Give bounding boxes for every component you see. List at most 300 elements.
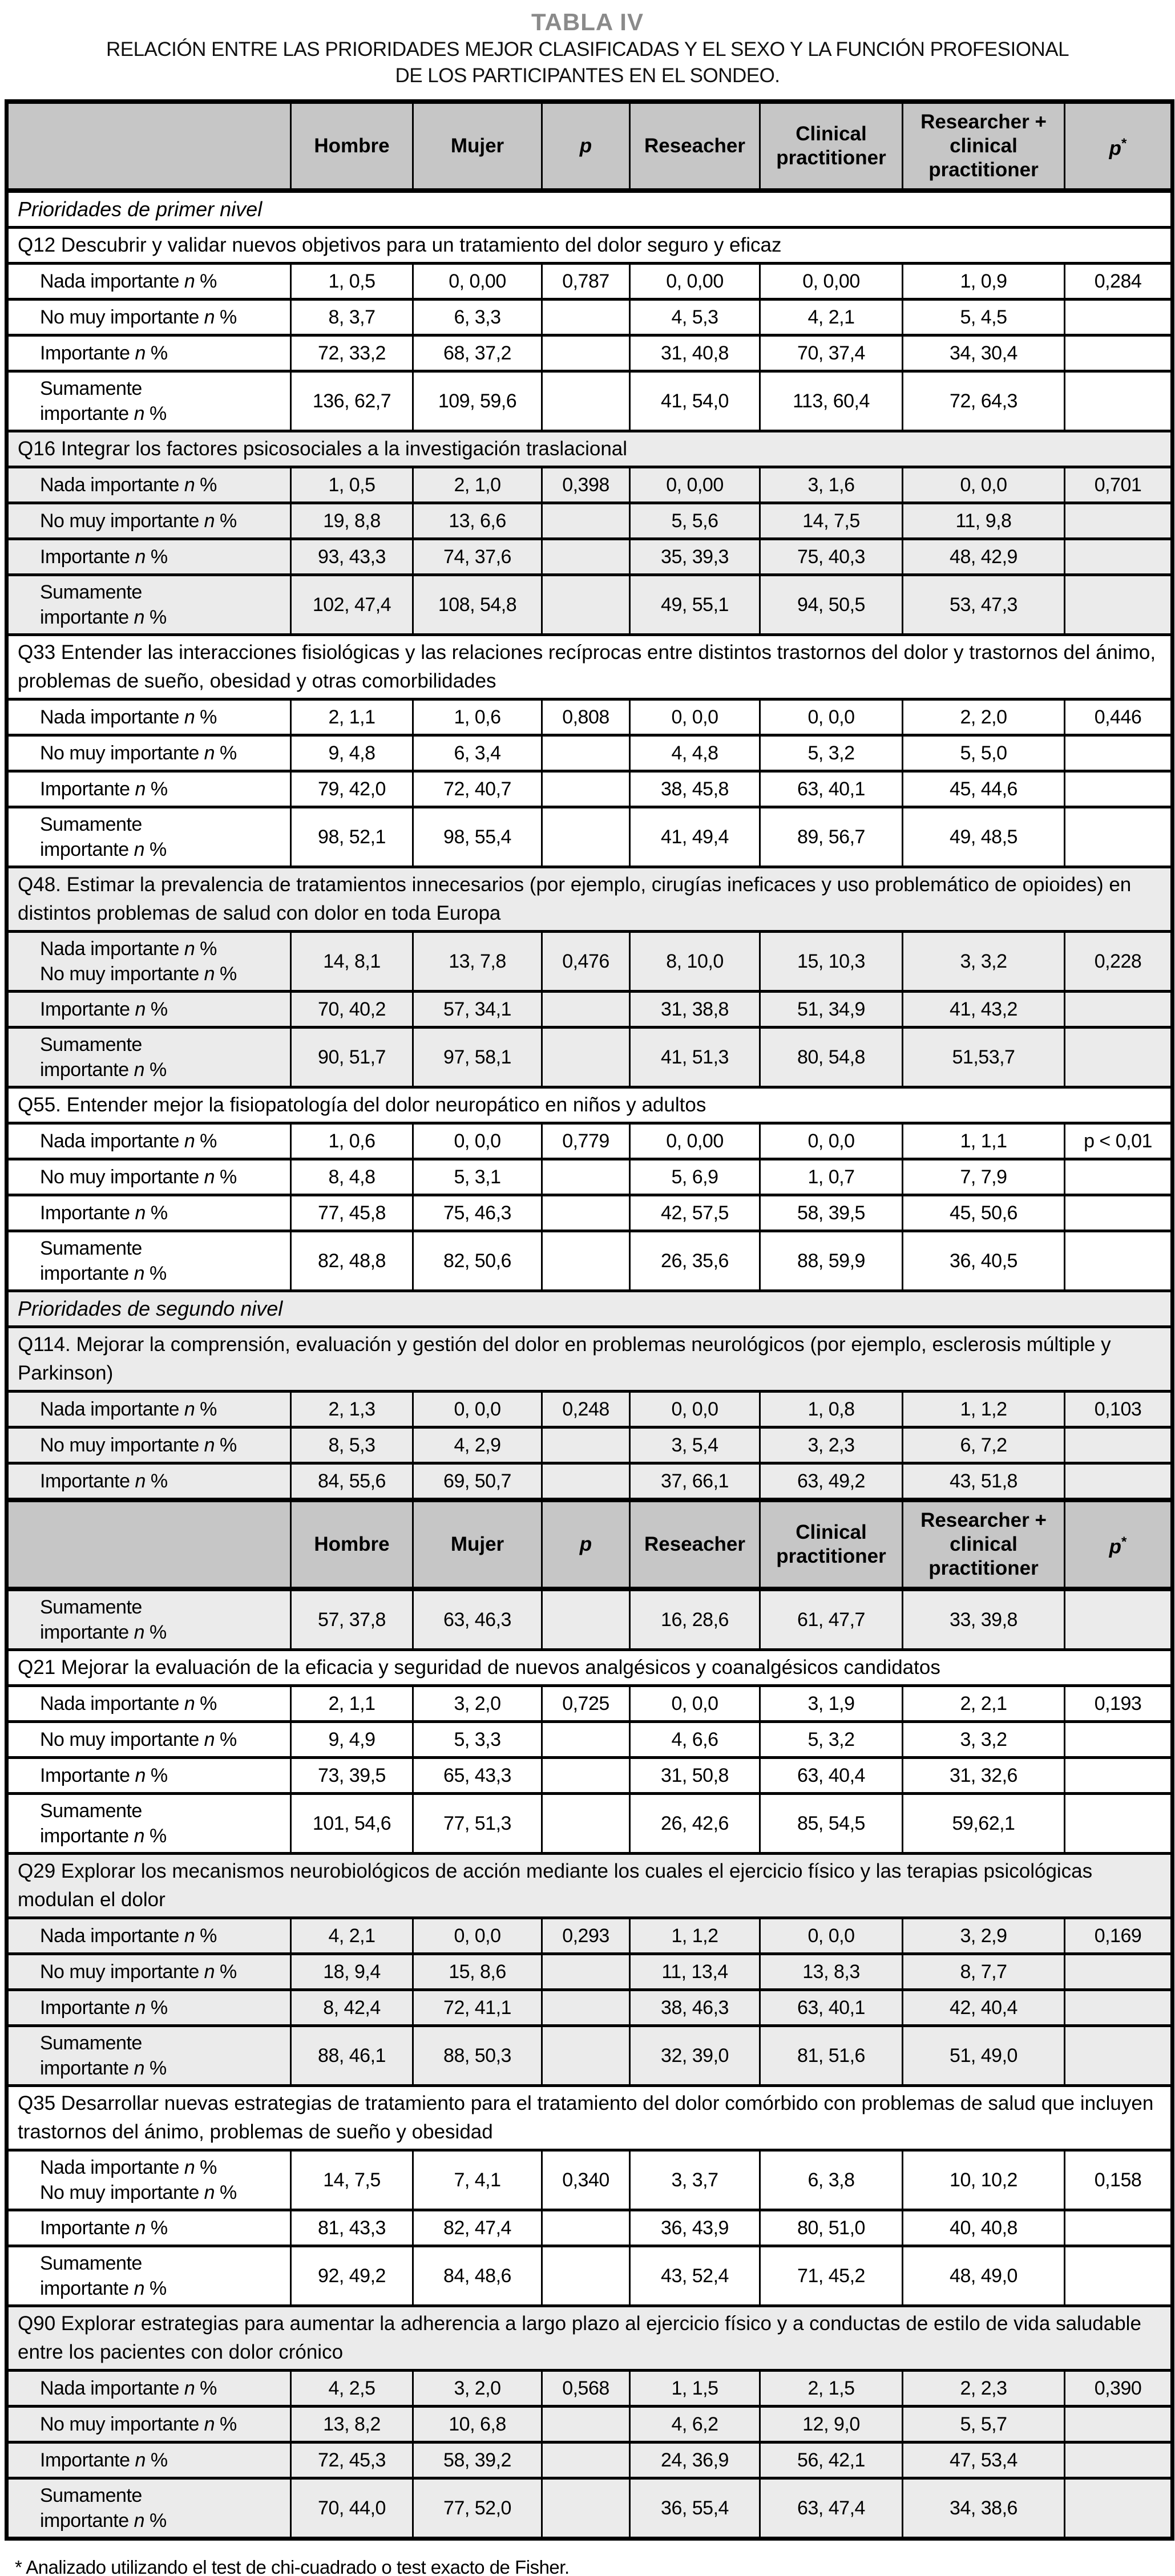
- cell-researcher-clinical-practitioner: 36, 40,5: [903, 1231, 1065, 1291]
- cell-clinical-practitioner: 51, 34,9: [760, 992, 903, 1028]
- row-label: No muy importante n %: [7, 1954, 291, 1990]
- cell-p-star: [1065, 1231, 1173, 1291]
- cell-hombre: 8, 3,7: [291, 300, 413, 335]
- cell-p-star: [1065, 807, 1173, 867]
- column-header-clinical-practitioner: Clinical practitioner: [760, 102, 903, 191]
- cell-hombre: 1, 0,6: [291, 1123, 413, 1159]
- cell-clinical-practitioner: 88, 59,9: [760, 1231, 903, 1291]
- cell-p-star: [1065, 1589, 1173, 1650]
- cell-p: 0,340: [542, 2150, 630, 2210]
- cell-mujer: 63, 46,3: [413, 1589, 542, 1650]
- cell-clinical-practitioner: 70, 37,4: [760, 335, 903, 371]
- cell-hombre: 98, 52,1: [291, 807, 413, 867]
- table-row: [7, 2150, 1173, 2210]
- cell-clinical-practitioner: 3, 1,9: [760, 1686, 903, 1722]
- row-label: Nada importante n %: [7, 699, 291, 735]
- cell-reseacher: 4, 5,3: [630, 300, 760, 335]
- cell-researcher-clinical-practitioner: 3, 3,2: [903, 1722, 1065, 1758]
- cell-reseacher: 3, 3,7: [630, 2150, 760, 2210]
- cell-p-star: 0,169: [1065, 1918, 1173, 1954]
- cell-reseacher: 24, 36,9: [630, 2442, 760, 2478]
- question-title-row: [7, 2086, 1173, 2150]
- table-row: [7, 1589, 1173, 1650]
- cell-researcher-clinical-practitioner: 49, 48,5: [903, 807, 1065, 867]
- table-row: [7, 1794, 1173, 1854]
- cell-reseacher: 31, 50,8: [630, 1758, 760, 1794]
- cell-mujer: 10, 6,8: [413, 2407, 542, 2442]
- cell-hombre: 81, 43,3: [291, 2210, 413, 2246]
- cell-p-star: [1065, 1794, 1173, 1854]
- cell-p: 0,476: [542, 932, 630, 992]
- cell-reseacher: 38, 46,3: [630, 1990, 760, 2026]
- cell-mujer: 65, 43,3: [413, 1758, 542, 1794]
- cell-researcher-clinical-practitioner: 41, 43,2: [903, 992, 1065, 1028]
- row-label: Importante n %: [7, 1463, 291, 1501]
- row-label: No muy importante n %: [7, 2407, 291, 2442]
- cell-mujer: 109, 59,6: [413, 371, 542, 431]
- cell-mujer: 72, 41,1: [413, 1990, 542, 2026]
- cell-p-star: [1065, 300, 1173, 335]
- cell-mujer: 15, 8,6: [413, 1954, 542, 1990]
- cell-hombre: 8, 5,3: [291, 1427, 413, 1463]
- row-label: Importante n %: [7, 2210, 291, 2246]
- table-row: [7, 699, 1173, 735]
- cell-reseacher: 3, 5,4: [630, 1427, 760, 1463]
- cell-researcher-clinical-practitioner: 8, 7,7: [903, 1954, 1065, 1990]
- row-label: No muy importante n %: [7, 503, 291, 539]
- cell-clinical-practitioner: 113, 60,4: [760, 371, 903, 431]
- cell-mujer: 82, 50,6: [413, 1231, 542, 1291]
- table-row: [7, 1954, 1173, 1990]
- cell-p: 0,787: [542, 264, 630, 300]
- cell-reseacher: 0, 0,0: [630, 1686, 760, 1722]
- question-title-row: [7, 1087, 1173, 1123]
- cell-p: [542, 503, 630, 539]
- cell-mujer: 0, 0,0: [413, 1392, 542, 1427]
- footnote: * Analizado utilizando el test de chi-cuadrado o test exacto de Fisher.: [15, 2557, 570, 2576]
- question-title-row: [7, 635, 1173, 699]
- cell-p: [542, 1758, 630, 1794]
- table-row: [7, 539, 1173, 575]
- cell-p: [542, 807, 630, 867]
- table-row: [7, 2442, 1173, 2478]
- cell-p: 0,398: [542, 467, 630, 503]
- cell-mujer: 0, 0,0: [413, 1123, 542, 1159]
- table-row: [7, 1028, 1173, 1087]
- cell-researcher-clinical-practitioner: 34, 30,4: [903, 335, 1065, 371]
- row-label: Sumamente importante n %: [7, 1231, 291, 1291]
- table-title-line1: RELACIÓN ENTRE LAS PRIORIDADES MEJOR CLASIFICADAS Y EL SEXO Y LA FUNCIÓN PROFESIONAL: [106, 38, 1069, 60]
- cell-hombre: 9, 4,8: [291, 735, 413, 771]
- question-title: Q114. Mejorar la comprensión, evaluación y gestión del dolor en problemas neurológicos (por ejemplo, esclerosis múltiple y Parkinson): [7, 1327, 1173, 1392]
- table-row: [7, 807, 1173, 867]
- cell-hombre: 77, 45,8: [291, 1195, 413, 1231]
- question-title-row: [7, 228, 1173, 264]
- cell-researcher-clinical-practitioner: 45, 50,6: [903, 1195, 1065, 1231]
- table-row: [7, 575, 1173, 635]
- table-row: [7, 735, 1173, 771]
- cell-hombre: 2, 1,1: [291, 1686, 413, 1722]
- column-header-p-star: p*: [1065, 1500, 1173, 1589]
- cell-mujer: 3, 2,0: [413, 1686, 542, 1722]
- table-row: [7, 335, 1173, 371]
- cell-reseacher: 4, 4,8: [630, 735, 760, 771]
- cell-p: [542, 2407, 630, 2442]
- cell-hombre: 4, 2,5: [291, 2371, 413, 2407]
- row-label: No muy importante n %: [7, 735, 291, 771]
- cell-p-star: [1065, 1427, 1173, 1463]
- question-title: Q16 Integrar los factores psicosociales a la investigación traslacional: [7, 431, 1173, 467]
- cell-p: [542, 1794, 630, 1854]
- cell-hombre: 70, 40,2: [291, 992, 413, 1028]
- cell-clinical-practitioner: 89, 56,7: [760, 807, 903, 867]
- column-header-researcher-clinical-practitioner: Researcher + clinical practitioner: [903, 102, 1065, 191]
- cell-clinical-practitioner: 15, 10,3: [760, 932, 903, 992]
- cell-p: 0,248: [542, 1392, 630, 1427]
- cell-clinical-practitioner: 63, 40,1: [760, 1990, 903, 2026]
- cell-mujer: 72, 40,7: [413, 771, 542, 807]
- table-row: [7, 371, 1173, 431]
- table-row: [7, 2210, 1173, 2246]
- cell-mujer: 4, 2,9: [413, 1427, 542, 1463]
- cell-clinical-practitioner: 3, 1,6: [760, 467, 903, 503]
- question-title: Q55. Entender mejor la fisiopatología del dolor neuropático en niños y adultos: [7, 1087, 1173, 1123]
- cell-clinical-practitioner: 63, 40,1: [760, 771, 903, 807]
- cell-p-star: [1065, 539, 1173, 575]
- cell-hombre: 2, 1,1: [291, 699, 413, 735]
- cell-hombre: 82, 48,8: [291, 1231, 413, 1291]
- column-header-clinical-practitioner: Clinical practitioner: [760, 1500, 903, 1589]
- table-title-line2: DE LOS PARTICIPANTES EN EL SONDEO.: [395, 64, 780, 87]
- row-label: Importante n %: [7, 992, 291, 1028]
- row-label: Sumamente importante n %: [7, 1028, 291, 1087]
- cell-researcher-clinical-practitioner: 43, 51,8: [903, 1463, 1065, 1501]
- cell-clinical-practitioner: 63, 47,4: [760, 2478, 903, 2539]
- table-row: [7, 1463, 1173, 1501]
- cell-researcher-clinical-practitioner: 2, 2,1: [903, 1686, 1065, 1722]
- cell-p-star: [1065, 575, 1173, 635]
- table-row: [7, 1427, 1173, 1463]
- cell-p: [542, 1463, 630, 1501]
- cell-p-star: 0,193: [1065, 1686, 1173, 1722]
- column-header-hombre: Hombre: [291, 1500, 413, 1589]
- cell-p: [542, 992, 630, 1028]
- row-label: Sumamente importante n %: [7, 2478, 291, 2539]
- question-title: Q12 Descubrir y validar nuevos objetivos para un tratamiento del dolor seguro y eficaz: [7, 228, 1173, 264]
- cell-reseacher: 35, 39,3: [630, 539, 760, 575]
- question-title: Q33 Entender las interacciones fisiológicas y las relaciones recíprocas entre distintos trastornos del dolor y trastornos del ánimo, problemas de sueño, obesidad y otras comorbilidades: [7, 635, 1173, 699]
- cell-clinical-practitioner: 5, 3,2: [760, 1722, 903, 1758]
- row-label: Sumamente importante n %: [7, 1794, 291, 1854]
- cell-researcher-clinical-practitioner: 10, 10,2: [903, 2150, 1065, 2210]
- cell-reseacher: 0, 0,0: [630, 699, 760, 735]
- cell-reseacher: 0, 0,00: [630, 1123, 760, 1159]
- cell-reseacher: 32, 39,0: [630, 2026, 760, 2086]
- cell-p: [542, 735, 630, 771]
- question-title-row: [7, 867, 1173, 932]
- cell-clinical-practitioner: 75, 40,3: [760, 539, 903, 575]
- cell-p-star: [1065, 992, 1173, 1028]
- row-label: Nada importante n %: [7, 467, 291, 503]
- cell-reseacher: 31, 40,8: [630, 335, 760, 371]
- table-row: [7, 1123, 1173, 1159]
- question-title: Q90 Explorar estrategias para aumentar la adherencia a largo plazo al ejercicio físico y a conductas de estilo de vida saludable entre los pacientes con dolor crónico: [7, 2306, 1173, 2371]
- table-row: [7, 2407, 1173, 2442]
- cell-p-star: 0,390: [1065, 2371, 1173, 2407]
- table-row: [7, 1722, 1173, 1758]
- cell-hombre: 101, 54,6: [291, 1794, 413, 1854]
- cell-reseacher: 5, 5,6: [630, 503, 760, 539]
- cell-clinical-practitioner: 4, 2,1: [760, 300, 903, 335]
- row-label: Nada importante n %: [7, 2371, 291, 2407]
- cell-p: [542, 1589, 630, 1650]
- row-label: Importante n %: [7, 335, 291, 371]
- cell-p-star: 0,446: [1065, 699, 1173, 735]
- cell-reseacher: 41, 49,4: [630, 807, 760, 867]
- cell-hombre: 84, 55,6: [291, 1463, 413, 1501]
- cell-researcher-clinical-practitioner: 48, 49,0: [903, 2246, 1065, 2306]
- cell-reseacher: 26, 35,6: [630, 1231, 760, 1291]
- cell-reseacher: 4, 6,6: [630, 1722, 760, 1758]
- cell-p-star: [1065, 503, 1173, 539]
- cell-mujer: 7, 4,1: [413, 2150, 542, 2210]
- cell-reseacher: 42, 57,5: [630, 1195, 760, 1231]
- column-header-reseacher: Reseacher: [630, 1500, 760, 1589]
- cell-reseacher: 37, 66,1: [630, 1463, 760, 1501]
- cell-hombre: 90, 51,7: [291, 1028, 413, 1087]
- table-row: [7, 932, 1173, 992]
- cell-p: [542, 575, 630, 635]
- cell-researcher-clinical-practitioner: 59,62,1: [903, 1794, 1065, 1854]
- cell-p-star: p < 0,01: [1065, 1123, 1173, 1159]
- cell-mujer: 58, 39,2: [413, 2442, 542, 2478]
- cell-hombre: 18, 9,4: [291, 1954, 413, 1990]
- cell-researcher-clinical-practitioner: 51, 49,0: [903, 2026, 1065, 2086]
- cell-p-star: [1065, 771, 1173, 807]
- cell-hombre: 136, 62,7: [291, 371, 413, 431]
- cell-reseacher: 4, 6,2: [630, 2407, 760, 2442]
- row-label: Nada importante n %: [7, 1686, 291, 1722]
- cell-mujer: 2, 1,0: [413, 467, 542, 503]
- cell-reseacher: 36, 55,4: [630, 2478, 760, 2539]
- column-header-mujer: Mujer: [413, 1500, 542, 1589]
- table-row: [7, 1918, 1173, 1954]
- cell-p-star: [1065, 335, 1173, 371]
- cell-clinical-practitioner: 3, 2,3: [760, 1427, 903, 1463]
- cell-mujer: 13, 7,8: [413, 932, 542, 992]
- row-label: Nada importante n %: [7, 1392, 291, 1427]
- cell-p: [542, 1990, 630, 2026]
- cell-p: [542, 2210, 630, 2246]
- cell-reseacher: 31, 38,8: [630, 992, 760, 1028]
- cell-clinical-practitioner: 63, 49,2: [760, 1463, 903, 1501]
- table-row: [7, 1159, 1173, 1195]
- table-row: [7, 1195, 1173, 1231]
- cell-researcher-clinical-practitioner: 53, 47,3: [903, 575, 1065, 635]
- cell-hombre: 14, 7,5: [291, 2150, 413, 2210]
- cell-p: [542, 1195, 630, 1231]
- cell-p-star: [1065, 1463, 1173, 1501]
- cell-p-star: [1065, 1954, 1173, 1990]
- table-row: [7, 2026, 1173, 2086]
- cell-mujer: 97, 58,1: [413, 1028, 542, 1087]
- column-header-row: [7, 102, 1173, 191]
- cell-p: [542, 1954, 630, 1990]
- cell-clinical-practitioner: 12, 9,0: [760, 2407, 903, 2442]
- cell-clinical-practitioner: 0, 0,0: [760, 1918, 903, 1954]
- cell-clinical-practitioner: 85, 54,5: [760, 1794, 903, 1854]
- cell-p: [542, 2246, 630, 2306]
- cell-p-star: [1065, 2407, 1173, 2442]
- cell-clinical-practitioner: 0, 0,00: [760, 264, 903, 300]
- cell-clinical-practitioner: 81, 51,6: [760, 2026, 903, 2086]
- row-label: Nada importante n %: [7, 1918, 291, 1954]
- cell-reseacher: 0, 0,0: [630, 1392, 760, 1427]
- table-row: [7, 771, 1173, 807]
- cell-clinical-practitioner: 80, 51,0: [760, 2210, 903, 2246]
- table-row: [7, 2246, 1173, 2306]
- cell-p-star: 0,701: [1065, 467, 1173, 503]
- row-label: Sumamente importante n %: [7, 371, 291, 431]
- cell-reseacher: 49, 55,1: [630, 575, 760, 635]
- cell-hombre: 8, 4,8: [291, 1159, 413, 1195]
- cell-reseacher: 1, 1,5: [630, 2371, 760, 2407]
- cell-reseacher: 26, 42,6: [630, 1794, 760, 1854]
- cell-hombre: 72, 33,2: [291, 335, 413, 371]
- cell-p: 0,293: [542, 1918, 630, 1954]
- cell-mujer: 5, 3,1: [413, 1159, 542, 1195]
- table-row: [7, 1758, 1173, 1794]
- cell-clinical-practitioner: 0, 0,0: [760, 1123, 903, 1159]
- cell-p-star: [1065, 2210, 1173, 2246]
- cell-reseacher: 36, 43,9: [630, 2210, 760, 2246]
- column-header-hombre: Hombre: [291, 102, 413, 191]
- cell-mujer: 84, 48,6: [413, 2246, 542, 2306]
- cell-researcher-clinical-practitioner: 5, 4,5: [903, 300, 1065, 335]
- table-number: TABLA IV: [531, 9, 644, 35]
- results-table: [5, 99, 1174, 2541]
- cell-mujer: 75, 46,3: [413, 1195, 542, 1231]
- cell-p-star: 0,158: [1065, 2150, 1173, 2210]
- cell-researcher-clinical-practitioner: 0, 0,0: [903, 467, 1065, 503]
- cell-mujer: 88, 50,3: [413, 2026, 542, 2086]
- cell-reseacher: 41, 54,0: [630, 371, 760, 431]
- cell-p-star: [1065, 1159, 1173, 1195]
- cell-reseacher: 41, 51,3: [630, 1028, 760, 1087]
- cell-hombre: 13, 8,2: [291, 2407, 413, 2442]
- cell-hombre: 1, 0,5: [291, 467, 413, 503]
- cell-reseacher: 0, 0,00: [630, 264, 760, 300]
- question-title-row: [7, 2306, 1173, 2371]
- row-label: Sumamente importante n %: [7, 2246, 291, 2306]
- column-header-empty: [7, 1500, 291, 1589]
- cell-reseacher: 1, 1,2: [630, 1918, 760, 1954]
- cell-clinical-practitioner: 80, 54,8: [760, 1028, 903, 1087]
- question-title: Q29 Explorar los mecanismos neurobiológicos de acción mediante los cuales el ejercicio físico y las terapias psicológicas modulan el dolor: [7, 1854, 1173, 1918]
- cell-mujer: 57, 34,1: [413, 992, 542, 1028]
- cell-mujer: 0, 0,0: [413, 1918, 542, 1954]
- cell-clinical-practitioner: 2, 1,5: [760, 2371, 903, 2407]
- table-row: [7, 2478, 1173, 2539]
- cell-p-star: [1065, 1990, 1173, 2026]
- column-header-p: p: [542, 102, 630, 191]
- cell-researcher-clinical-practitioner: 11, 9,8: [903, 503, 1065, 539]
- cell-clinical-practitioner: 56, 42,1: [760, 2442, 903, 2478]
- cell-p-star: [1065, 1028, 1173, 1087]
- cell-researcher-clinical-practitioner: 42, 40,4: [903, 1990, 1065, 2026]
- cell-researcher-clinical-practitioner: 1, 1,1: [903, 1123, 1065, 1159]
- cell-hombre: 19, 8,8: [291, 503, 413, 539]
- cell-p: [542, 1427, 630, 1463]
- row-label: No muy importante n %: [7, 1722, 291, 1758]
- cell-reseacher: 11, 13,4: [630, 1954, 760, 1990]
- priority-level-label: Prioridades de primer nivel: [7, 191, 1173, 228]
- cell-hombre: 70, 44,0: [291, 2478, 413, 2539]
- cell-p: 0,808: [542, 699, 630, 735]
- cell-clinical-practitioner: 63, 40,4: [760, 1758, 903, 1794]
- row-label: Importante n %: [7, 1195, 291, 1231]
- cell-p-star: [1065, 2246, 1173, 2306]
- table-row: [7, 2371, 1173, 2407]
- cell-researcher-clinical-practitioner: 45, 44,6: [903, 771, 1065, 807]
- cell-p-star: 0,103: [1065, 1392, 1173, 1427]
- row-label: No muy importante n %: [7, 1159, 291, 1195]
- column-header-mujer: Mujer: [413, 102, 542, 191]
- cell-hombre: 4, 2,1: [291, 1918, 413, 1954]
- column-header-p-star: p*: [1065, 102, 1173, 191]
- cell-clinical-practitioner: 71, 45,2: [760, 2246, 903, 2306]
- cell-clinical-practitioner: 1, 0,7: [760, 1159, 903, 1195]
- cell-p-star: [1065, 1195, 1173, 1231]
- row-label: No muy importante n %: [7, 300, 291, 335]
- cell-hombre: 73, 39,5: [291, 1758, 413, 1794]
- table-row: [7, 1686, 1173, 1722]
- row-label: Sumamente importante n %: [7, 807, 291, 867]
- cell-researcher-clinical-practitioner: 31, 32,6: [903, 1758, 1065, 1794]
- cell-researcher-clinical-practitioner: 1, 1,2: [903, 1392, 1065, 1427]
- cell-researcher-clinical-practitioner: 51,53,7: [903, 1028, 1065, 1087]
- cell-mujer: 74, 37,6: [413, 539, 542, 575]
- row-label: Nada importante n % No muy importante n %: [7, 932, 291, 992]
- table-caption: [0, 0, 1175, 89]
- cell-hombre: 8, 42,4: [291, 1990, 413, 2026]
- cell-researcher-clinical-practitioner: 47, 53,4: [903, 2442, 1065, 2478]
- question-title-row: [7, 1650, 1173, 1686]
- cell-mujer: 82, 47,4: [413, 2210, 542, 2246]
- cell-p: 0,568: [542, 2371, 630, 2407]
- row-label: Importante n %: [7, 2442, 291, 2478]
- cell-researcher-clinical-practitioner: 5, 5,7: [903, 2407, 1065, 2442]
- cell-p: [542, 1159, 630, 1195]
- cell-researcher-clinical-practitioner: 6, 7,2: [903, 1427, 1065, 1463]
- cell-researcher-clinical-practitioner: 2, 2,3: [903, 2371, 1065, 2407]
- cell-clinical-practitioner: 61, 47,7: [760, 1589, 903, 1650]
- question-title-row: [7, 431, 1173, 467]
- table-row: [7, 1392, 1173, 1427]
- cell-p: 0,725: [542, 1686, 630, 1722]
- cell-researcher-clinical-practitioner: 34, 38,6: [903, 2478, 1065, 2539]
- cell-p-star: [1065, 2026, 1173, 2086]
- cell-clinical-practitioner: 94, 50,5: [760, 575, 903, 635]
- cell-mujer: 1, 0,6: [413, 699, 542, 735]
- cell-researcher-clinical-practitioner: 3, 2,9: [903, 1918, 1065, 1954]
- question-title-row: [7, 1854, 1173, 1918]
- cell-researcher-clinical-practitioner: 3, 3,2: [903, 932, 1065, 992]
- cell-hombre: 79, 42,0: [291, 771, 413, 807]
- table-row: [7, 467, 1173, 503]
- table-row: [7, 992, 1173, 1028]
- row-label: No muy importante n %: [7, 1427, 291, 1463]
